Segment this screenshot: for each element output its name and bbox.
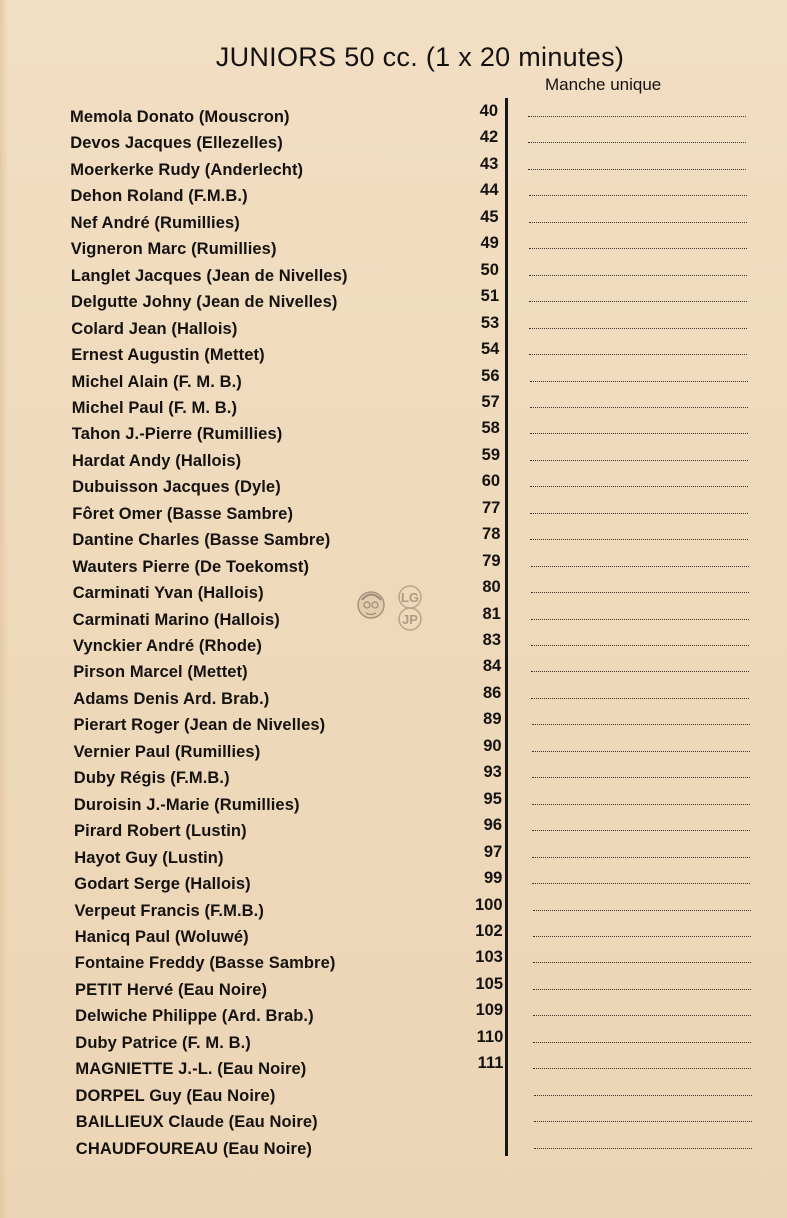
result-blank (530, 433, 748, 434)
entry-row (74, 869, 787, 899)
race-number: 60 (481, 472, 501, 491)
race-number: 110 (476, 1027, 504, 1046)
race-number: 43 (479, 154, 499, 173)
race-number: 56 (481, 366, 500, 385)
result-blank (531, 671, 749, 672)
result-blank (531, 566, 749, 567)
result-blank (533, 962, 751, 963)
race-number: 99 (483, 869, 503, 887)
entry-row (73, 763, 787, 793)
result-blank (529, 275, 747, 276)
result-blank (531, 698, 749, 699)
rider-name: Duroisin J.-Marie (Rumillies) (73, 795, 300, 814)
rider-name: Duby Patrice (F. M. B.) (75, 1033, 251, 1052)
result-blank (533, 910, 751, 911)
rider-name: Vigneron Marc (Rumillies) (70, 240, 277, 259)
race-number: 103 (475, 948, 503, 967)
entry-row (74, 948, 787, 978)
rider-name: Michel Paul (F. M. B.) (71, 398, 238, 417)
rider-name: Hayot Guy (Lustin) (74, 848, 224, 867)
race-number: 77 (481, 498, 501, 517)
result-blank (532, 857, 750, 858)
entry-row (71, 287, 787, 317)
rider-name: Devos Jacques (Ellezelles) (70, 134, 283, 153)
race-number: 54 (480, 340, 500, 358)
rider-name: DORPEL Guy (Eau Noire) (75, 1086, 276, 1105)
rider-name: Pirson Marcel (Mettet) (73, 663, 248, 682)
entry-row (74, 842, 787, 873)
result-blank (530, 460, 748, 461)
entry-row (70, 102, 787, 132)
result-blank (532, 830, 750, 831)
result-blank (533, 1015, 751, 1016)
result-blank (530, 381, 748, 382)
entry-row (75, 1054, 787, 1084)
rider-name: Hardat Andy (Hallois) (72, 451, 242, 470)
race-number: 51 (480, 287, 499, 306)
rider-name: Moerkerke Rudy (Anderlecht) (70, 160, 304, 179)
entry-row (76, 1140, 787, 1164)
entry-row (70, 260, 787, 291)
result-blank (529, 301, 747, 302)
watermark-text-bottom: JP (402, 612, 418, 627)
rider-name: Pierart Roger (Jean de Nivelles) (73, 716, 326, 735)
race-number: 102 (475, 921, 503, 940)
rider-name: Pirard Robert (Lustin) (74, 822, 247, 841)
race-number: 79 (482, 551, 501, 570)
entry-row (71, 392, 787, 423)
result-blank (533, 936, 751, 937)
rider-name: PETIT Hervé (Eau Noire) (75, 980, 268, 999)
result-blank (533, 1042, 751, 1043)
rider-name: Verpeut Francis (F.M.B.) (74, 901, 264, 920)
result-blank (531, 619, 749, 620)
race-number: 109 (475, 1001, 504, 1020)
rider-name: Dantine Charles (Basse Sambre) (72, 531, 331, 550)
result-blank (529, 222, 747, 223)
entry-row (74, 895, 787, 926)
race-number: 89 (483, 710, 502, 729)
entry-row (75, 974, 787, 1005)
entry-row (75, 1027, 787, 1058)
race-number: 44 (480, 181, 499, 200)
rider-name: MAGNIETTE J.-L. (Eau Noire) (75, 1060, 307, 1079)
entry-row (70, 207, 787, 238)
portrait-icon (358, 592, 384, 618)
entry-row (73, 710, 787, 740)
entry-row (73, 631, 787, 661)
entry-row (73, 657, 787, 687)
result-blank (530, 513, 748, 514)
race-number: 90 (483, 736, 502, 755)
race-number: 83 (482, 631, 501, 649)
race-number: 86 (482, 683, 502, 702)
rider-name: Dehon Roland (F.M.B.) (70, 187, 248, 206)
entry-row (76, 1113, 787, 1137)
entry-row (71, 366, 787, 397)
rider-name: Colard Jean (Hallois) (71, 319, 238, 338)
result-blank (528, 116, 746, 117)
race-number: 93 (483, 763, 502, 782)
rider-name: Carminati Yvan (Hallois) (72, 584, 264, 603)
rider-name: Michel Alain (F. M. B.) (71, 372, 242, 391)
result-blank (530, 407, 748, 408)
rider-name: Vernier Paul (Rumillies) (73, 742, 261, 761)
entry-row (71, 313, 787, 344)
race-number: 40 (479, 102, 498, 120)
entry-row (71, 340, 787, 370)
entry-row (73, 736, 787, 767)
entry-row (76, 1087, 787, 1111)
rider-name: Adams Denis Ard. Brab.) (73, 689, 270, 708)
race-number: 58 (481, 419, 500, 438)
rider-name: Delwiche Philippe (Ard. Brab.) (75, 1007, 314, 1026)
result-blank (534, 1148, 752, 1149)
rider-name: Fontaine Freddy (Basse Sambre) (74, 954, 336, 973)
result-blank (532, 751, 750, 752)
rider-name: Tahon J.-Pierre (Rumillies) (71, 425, 283, 444)
result-blank (528, 169, 746, 170)
page-edge (0, 0, 8, 1218)
rider-name: Memola Donato (Mouscron) (70, 108, 290, 126)
race-number: 45 (480, 207, 499, 226)
entry-row (70, 128, 787, 158)
entry-row (70, 154, 787, 185)
race-number: 50 (480, 260, 499, 279)
entry-row (75, 1001, 787, 1031)
entry-row (70, 234, 787, 264)
result-blank (529, 195, 747, 196)
race-number: 111 (477, 1054, 504, 1073)
race-number: 42 (479, 128, 499, 147)
result-blank (533, 989, 751, 990)
race-number: 81 (482, 604, 501, 623)
entry-row (70, 181, 787, 211)
race-number: 105 (475, 974, 503, 993)
entry-row (72, 472, 787, 502)
race-number: 100 (474, 895, 503, 914)
result-blank (534, 1095, 752, 1096)
result-blank (529, 248, 747, 249)
rider-name: Duby Régis (F.M.B.) (73, 769, 230, 788)
rider-name: Wauters Pierre (De Toekomst) (72, 557, 310, 576)
race-number: 53 (480, 313, 500, 332)
result-blank (529, 328, 747, 329)
race-number: 78 (482, 525, 501, 544)
entry-row (71, 419, 787, 449)
result-blank (530, 486, 748, 487)
entry-row (72, 551, 787, 582)
result-blank (530, 539, 748, 540)
entry-row (74, 921, 787, 952)
result-blank (531, 592, 749, 593)
entry-row (74, 816, 787, 846)
race-number: 97 (483, 842, 503, 861)
rider-name: Vynckier André (Rhode) (73, 637, 262, 655)
rider-name: Dubuisson Jacques (Dyle) (72, 478, 281, 497)
watermark-stamp (354, 583, 436, 633)
entry-row (73, 789, 787, 820)
rider-name: BAILLIEUX Claude (Eau Noire) (75, 1113, 318, 1132)
race-number: 49 (480, 234, 499, 253)
entry-row (73, 683, 787, 714)
result-blank (532, 883, 750, 884)
result-blank (532, 804, 750, 805)
result-blank (532, 724, 750, 725)
rider-name: Langlet Jacques (Jean de Nivelles) (70, 266, 348, 285)
race-number: 96 (483, 816, 502, 835)
result-blank (532, 777, 750, 778)
rider-name: Carminati Marino (Hallois) (72, 610, 280, 629)
race-number: 80 (482, 578, 501, 597)
heat-label: Manche unique (545, 75, 662, 94)
result-blank (528, 142, 746, 143)
rider-name: Hanicq Paul (Woluwé) (74, 927, 249, 946)
rider-name: Nef André (Rumillies) (70, 213, 240, 232)
watermark-text-top: LG (400, 590, 420, 605)
rider-name: Delgutte Johny (Jean de Nivelles) (71, 293, 338, 312)
race-number: 95 (483, 789, 502, 808)
result-blank (534, 1121, 752, 1122)
entry-row (72, 525, 787, 555)
result-blank (531, 645, 749, 646)
rider-name: Godart Serge (Hallois) (74, 875, 251, 893)
page-title: JUNIORS 50 cc. (1 x 20 minutes) (215, 42, 625, 72)
entry-row (72, 498, 787, 529)
race-number: 59 (481, 445, 500, 464)
result-blank (533, 1068, 751, 1069)
rider-name: Fôret Omer (Basse Sambre) (72, 504, 294, 523)
race-number: 57 (481, 392, 500, 411)
rider-name: CHAUDFOUREAU (Eau Noire) (75, 1139, 312, 1158)
result-blank (529, 354, 747, 355)
rider-name: Ernest Augustin (Mettet) (71, 346, 265, 364)
race-number: 84 (482, 657, 502, 676)
entry-row (72, 445, 787, 476)
